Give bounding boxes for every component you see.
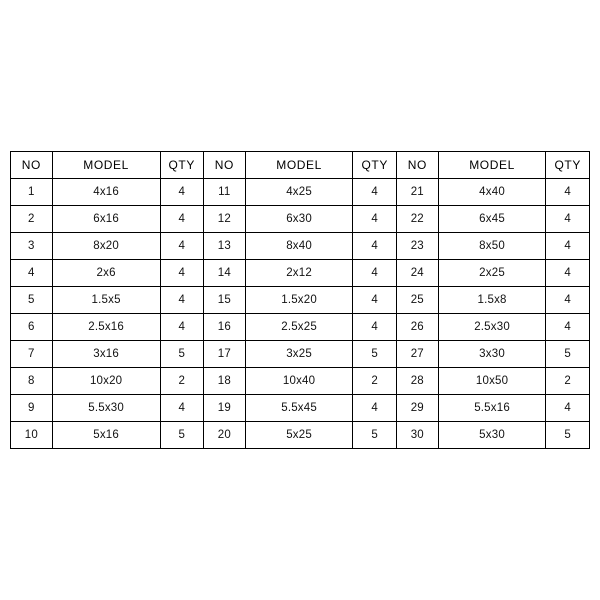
cell-model: 10x50	[438, 368, 546, 395]
cell-qty: 4	[353, 395, 396, 422]
cell-model: 8x50	[438, 233, 546, 260]
cell-model: 4x40	[438, 179, 546, 206]
cell-qty: 2	[353, 368, 396, 395]
cell-model: 2x6	[52, 260, 160, 287]
cell-qty: 4	[353, 260, 396, 287]
cell-qty: 5	[160, 422, 203, 449]
cell-no: 3	[11, 233, 53, 260]
cell-no: 16	[203, 314, 245, 341]
cell-no: 9	[11, 395, 53, 422]
cell-model: 1.5x8	[438, 287, 546, 314]
cell-model: 5x25	[245, 422, 353, 449]
cell-qty: 4	[546, 179, 590, 206]
cell-no: 2	[11, 206, 53, 233]
cell-model: 5.5x45	[245, 395, 353, 422]
cell-qty: 4	[546, 395, 590, 422]
cell-model: 8x20	[52, 233, 160, 260]
column-header-no-3: NO	[396, 152, 438, 179]
cell-no: 10	[11, 422, 53, 449]
cell-no: 24	[396, 260, 438, 287]
table-row	[11, 260, 590, 287]
cell-qty: 4	[353, 179, 396, 206]
cell-model: 3x30	[438, 341, 546, 368]
cell-model: 5x16	[52, 422, 160, 449]
cell-model: 6x30	[245, 206, 353, 233]
cell-model: 4x16	[52, 179, 160, 206]
cell-model: 2.5x16	[52, 314, 160, 341]
cell-qty: 4	[546, 260, 590, 287]
cell-no: 25	[396, 287, 438, 314]
cell-no: 11	[203, 179, 245, 206]
cell-model: 4x25	[245, 179, 353, 206]
cell-model: 2.5x25	[245, 314, 353, 341]
cell-no: 8	[11, 368, 53, 395]
cell-model: 1.5x5	[52, 287, 160, 314]
table-body	[11, 179, 590, 449]
cell-model: 5x30	[438, 422, 546, 449]
specification-table	[10, 151, 590, 449]
cell-model: 2.5x30	[438, 314, 546, 341]
table-row	[11, 233, 590, 260]
cell-no: 17	[203, 341, 245, 368]
cell-qty: 5	[546, 341, 590, 368]
table-header-row	[11, 152, 590, 179]
cell-model: 6x45	[438, 206, 546, 233]
table-row	[11, 179, 590, 206]
cell-qty: 4	[160, 287, 203, 314]
cell-model: 10x40	[245, 368, 353, 395]
cell-qty: 4	[353, 287, 396, 314]
cell-qty: 4	[160, 206, 203, 233]
table-header	[11, 152, 590, 179]
table-row	[11, 422, 590, 449]
column-header-model-1: MODEL	[52, 152, 160, 179]
cell-qty: 4	[160, 314, 203, 341]
cell-no: 29	[396, 395, 438, 422]
cell-no: 12	[203, 206, 245, 233]
column-header-qty-2: QTY	[353, 152, 396, 179]
table-row	[11, 341, 590, 368]
cell-no: 13	[203, 233, 245, 260]
column-header-model-2: MODEL	[245, 152, 353, 179]
cell-model: 5.5x16	[438, 395, 546, 422]
cell-no: 27	[396, 341, 438, 368]
cell-no: 1	[11, 179, 53, 206]
cell-no: 14	[203, 260, 245, 287]
cell-qty: 4	[546, 233, 590, 260]
table-row	[11, 206, 590, 233]
column-header-qty-1: QTY	[160, 152, 203, 179]
cell-no: 18	[203, 368, 245, 395]
table-row	[11, 368, 590, 395]
cell-no: 26	[396, 314, 438, 341]
cell-qty: 5	[353, 422, 396, 449]
cell-no: 21	[396, 179, 438, 206]
cell-qty: 2	[160, 368, 203, 395]
cell-no: 23	[396, 233, 438, 260]
cell-model: 1.5x20	[245, 287, 353, 314]
cell-qty: 4	[160, 179, 203, 206]
table-row	[11, 395, 590, 422]
cell-no: 4	[11, 260, 53, 287]
cell-qty: 5	[546, 422, 590, 449]
cell-no: 20	[203, 422, 245, 449]
cell-qty: 4	[546, 314, 590, 341]
cell-model: 6x16	[52, 206, 160, 233]
table-row	[11, 287, 590, 314]
cell-qty: 2	[546, 368, 590, 395]
cell-no: 28	[396, 368, 438, 395]
cell-model: 3x25	[245, 341, 353, 368]
cell-qty: 4	[160, 395, 203, 422]
column-header-qty-3: QTY	[546, 152, 590, 179]
spec-table-container	[10, 151, 590, 449]
cell-model: 5.5x30	[52, 395, 160, 422]
cell-no: 15	[203, 287, 245, 314]
cell-qty: 4	[160, 233, 203, 260]
cell-qty: 4	[353, 314, 396, 341]
cell-no: 7	[11, 341, 53, 368]
cell-qty: 5	[353, 341, 396, 368]
column-header-model-3: MODEL	[438, 152, 546, 179]
cell-qty: 4	[160, 260, 203, 287]
cell-qty: 4	[353, 206, 396, 233]
cell-model: 2x12	[245, 260, 353, 287]
cell-model: 2x25	[438, 260, 546, 287]
table-row	[11, 314, 590, 341]
cell-no: 6	[11, 314, 53, 341]
cell-no: 30	[396, 422, 438, 449]
cell-no: 5	[11, 287, 53, 314]
column-header-no-1: NO	[11, 152, 53, 179]
cell-qty: 4	[546, 287, 590, 314]
cell-no: 22	[396, 206, 438, 233]
cell-qty: 5	[160, 341, 203, 368]
cell-model: 8x40	[245, 233, 353, 260]
cell-qty: 4	[353, 233, 396, 260]
cell-qty: 4	[546, 206, 590, 233]
column-header-no-2: NO	[203, 152, 245, 179]
cell-model: 10x20	[52, 368, 160, 395]
cell-no: 19	[203, 395, 245, 422]
cell-model: 3x16	[52, 341, 160, 368]
